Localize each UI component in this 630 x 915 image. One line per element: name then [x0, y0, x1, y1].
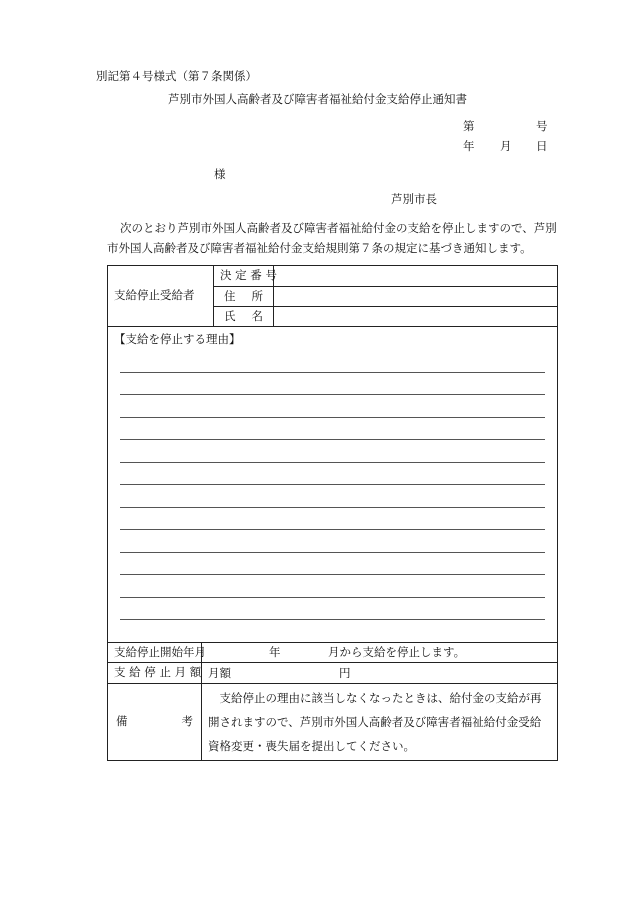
remarks-label: 備 考 [108, 684, 202, 761]
remarks-text: 支給停止の理由に該当しなくなったときは、給付金の支給が再開されますので、芦別市外国人高齢者及び障害者福祉給付金受給資格変更・喪失届を提出してください。 [202, 684, 558, 761]
intro-line-2: 市外国人高齢者及び障害者福祉給付金支給規則第７条の規定に基づき通知します。 [107, 241, 532, 255]
reason-line [120, 484, 545, 485]
date-year: 年 [463, 139, 475, 153]
decision-number-field[interactable] [274, 266, 558, 287]
reason-line [120, 619, 545, 620]
reason-line [120, 597, 545, 598]
address-field[interactable] [274, 287, 558, 307]
doc-number-suffix: 号 [536, 119, 548, 133]
reason-line [120, 529, 545, 530]
reason-line [120, 439, 545, 440]
form-number: 別記第４号様式（第７条関係） [96, 69, 257, 83]
reason-section[interactable] [108, 327, 558, 643]
start-label: 支給停止開始年月 [108, 643, 202, 663]
start-text: 月から支給を停止します。 [328, 645, 466, 659]
reason-line [120, 462, 545, 463]
decision-number-label: 決 定 番 号 [214, 266, 274, 287]
addressee-suffix: 様 [214, 167, 226, 181]
reason-line [120, 394, 545, 395]
document-title: 芦別市外国人高齢者及び障害者福祉給付金支給停止通知書 [168, 92, 467, 106]
intro-line-1: 次のとおり芦別市外国人高齢者及び障害者福祉給付金の支給を停止しますので、芦別 [120, 221, 557, 235]
start-field[interactable] [202, 643, 558, 663]
monthly-amount-label: 支 給 停 止 月 額 [108, 663, 202, 684]
date-month: 月 [500, 139, 512, 153]
monthly-unit: 円 [339, 666, 351, 680]
doc-number-prefix: 第 [463, 119, 475, 133]
reason-line [120, 417, 545, 418]
reason-title: 【支給を停止する理由】 [114, 332, 241, 346]
monthly-prefix: 月額 [208, 666, 231, 680]
reason-line [120, 372, 545, 373]
reason-line [120, 574, 545, 575]
reason-line [120, 552, 545, 553]
name-field[interactable] [274, 307, 558, 327]
issuer: 芦別市長 [391, 192, 437, 206]
address-label: 住 所 [214, 287, 274, 307]
start-year: 年 [269, 645, 281, 659]
recipient-header: 支給停止受給者 [108, 266, 214, 327]
name-label: 氏 名 [214, 307, 274, 327]
reason-line [120, 507, 545, 508]
notice-form-table [107, 265, 558, 761]
date-day: 日 [536, 139, 548, 153]
monthly-amount-field[interactable] [202, 663, 558, 684]
